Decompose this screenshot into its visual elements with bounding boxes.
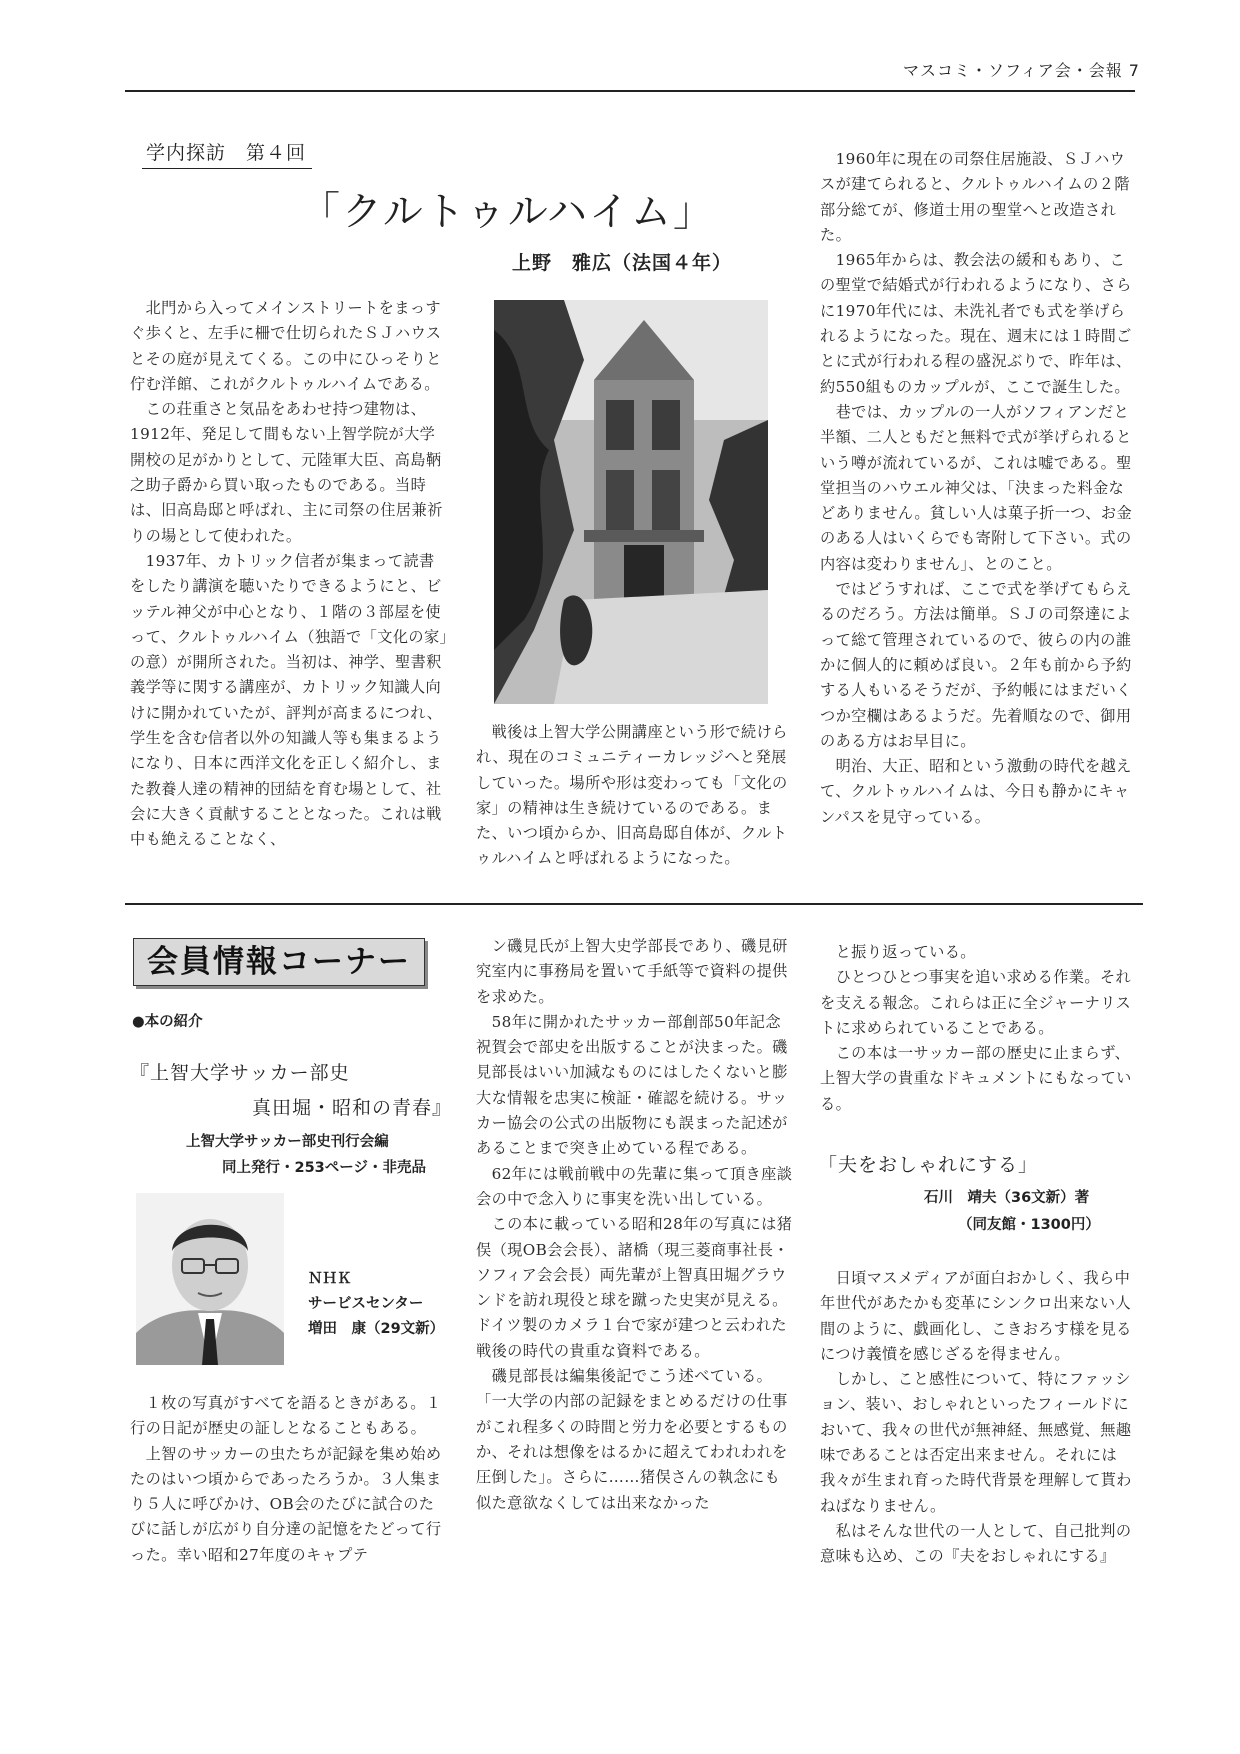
paragraph: 1965年からは、教会法の緩和もあり、この聖堂で結婚式が行われるようになり、さらに1970年代には、未洗礼者でも式を挙げられるようになった。現在、週末には１時間ごとに式が行われる程の盛況ぶりで、昨年は、約550組ものカップルが、ここで誕生した。	[820, 251, 1132, 396]
article-column-3	[820, 147, 1138, 830]
book2-title: 「夫をおしゃれにする」	[818, 1154, 1039, 1176]
caption-name: 増田 康（29文新）	[308, 1321, 445, 1337]
building-photo	[494, 300, 768, 704]
paragraph: しかし、こと感性について、特にファッション、装い、おしゃれといったフィールドにおいて、我々の世代が無神経、無感覚、無趣味であることは否定出来ません。それには我々が生まれ育った時代背景を理解して貰わねばなりません。	[820, 1370, 1132, 1515]
paragraph: 日頃マスメディアが面白おかしく、我ら中年世代があたかも変革にシンクロ出来ない人間のように、戯画化し、こきおろす様を見るにつけ義憤を感じざるを得ません。	[820, 1269, 1132, 1363]
paragraph: この本は一サッカー部の歴史に止まらず、上智大学の貴重なドキュメントにもなっている。	[820, 1044, 1132, 1113]
header-rule	[125, 90, 1135, 92]
book2-author: 石川 靖夫（36文新）著	[924, 1190, 1090, 1206]
book-publisher: 上智大学サッカー部史刊行会編	[186, 1134, 389, 1150]
review-column-1	[130, 1391, 448, 1568]
paragraph: 戦後は上智大学公開講座という形で続けられ、現在のコミュニティーカレッジへと発展していった。場所や形は変わっても「文化の家」の精神は生き続けているのである。また、いつ頃からか、旧高島邸自体が、クルトゥルハイムと呼ばれるようになった。	[476, 723, 788, 868]
paragraph: この荘重さと気品をあわせ持つ建物は、1912年、発足して間もない上智学院が大学開校の足がかりとして、元陸軍大臣、高島鞆之助子爵から買い取ったものである。当時は、旧高島邸と呼ばれ、主に司祭の住居兼祈りの場として使われた。	[130, 400, 443, 545]
paragraph: 上智のサッカーの虫たちが記録を集め始めたのはいつ頃からであったろうか。３人集まり５人に呼びかけ、OB会のたびに試合のたびに話しが広がり自分達の記憶をたどって行った。幸い昭和27年度のキャプテ	[130, 1444, 442, 1564]
book2-review-column	[820, 1266, 1138, 1570]
paragraph: ン磯見氏が上智大史学部長であり、磯見研究室内に事務局を置いて手紙等で資料の提供を求めた。	[476, 937, 788, 1006]
section-banner-title: 会員情報コーナー	[147, 944, 411, 980]
paragraph: 磯見部長は編集後記でこう述べている。「一大学の内部の記録をまとめるだけの仕事がこれ程多くの時間と労力を必要とするものか、それは想像をはるかに超えてわれわれを圧倒した」。さらに……猪俣さんの執念にも似た意欲なくしては出来なかった	[476, 1367, 788, 1512]
paragraph: ではどうすれば、ここで式を挙げてもらえるのだろう。方法は簡単。ＳＪの司祭達によって総て管理されているので、彼らの内の誰かに個人的に頼めば良い。２年も前から予約する人もいるそうだが、予約帳にはまだいくつか空欄はあるようだ。先着順なので、御用のある方はお早目に。	[820, 580, 1132, 750]
paragraph: 明治、大正、昭和という激動の時代を越えて、クルトゥルハイムは、今日も静かにキャンパスを見守っている。	[820, 757, 1132, 826]
book-details: 同上発行・253ページ・非売品	[222, 1160, 426, 1176]
reviewer-portrait	[136, 1193, 284, 1365]
review-column-2	[476, 934, 794, 1516]
reviewer-caption	[308, 1267, 444, 1342]
paragraph: 1960年に現在の司祭住居施設、ＳＪハウスが建てられると、クルトゥルハイムの２階部分総てが、修道士用の聖堂へと改造された。	[820, 150, 1130, 244]
series-tag: 学内探訪 第４回	[142, 138, 312, 169]
paragraph: この本に載っている昭和28年の写真には猪俣（現OB会会長）、諸橋（現三菱商事社長・ソフィア会会長）両先輩が上智真田堀グラウンドを訪れ現役と球を蹴った史実が見える。ドイツ製のカメラ１台で家が建つと云われた戦後の時代の貴重な資料である。	[476, 1215, 793, 1360]
paragraph: １枚の写真がすべてを語るときがある。１行の日記が歴史の証しとなることもある。	[130, 1394, 442, 1438]
paragraph: ひとつひとつ事実を追い求める作業。それを支える報念。これらは正に全ジャーナリストに求められていることである。	[820, 968, 1132, 1037]
paragraph: 62年には戦前戦中の先輩に集って頂き座談会の中で念入りに事実を洗い出している。	[476, 1164, 793, 1208]
article-title: 「クルトゥルハイム」	[300, 189, 715, 235]
book2-publisher: （同友館・1300円）	[958, 1217, 1100, 1233]
paragraph: 北門から入ってメインストリートをまっすぐ歩くと、左手に柵で仕切られたＳＪハウスとその庭が見えてくる。この中にひっそりと佇む洋館、これがクルトゥルハイムである。	[130, 299, 442, 393]
paragraph: 私はそんな世代の一人として、自己批判の意味も込め、この『夫をおしゃれにする』	[820, 1521, 1132, 1566]
paragraph: 1937年、カトリック信者が集まって読書をしたり講演を聴いたりできるようにと、ビッテル神父が中心となり、１階の３部屋を使って、クルトゥルハイム（独語で「文化の家」の意）が開所された。当初は、神学、聖書釈義学等に関する講座が、カトリック知識人向けに開かれていたが、評判が高まるにつれ、学生を含む信者以外の知識人等も集まるようになり、日本に西洋文化を正しく紹介し、また教養人達の精神的団結を育む場として、社会に大きく貢献することとなった。これは戦中も絶えることなく、	[130, 551, 448, 849]
article-column-1	[130, 296, 448, 853]
paragraph: と振り返っている。	[820, 943, 976, 961]
article-column-2	[476, 720, 794, 872]
caption-dept: サービスセンター	[308, 1296, 424, 1312]
book-title-line-2: 真田堀・昭和の青春』	[252, 1097, 453, 1119]
page-header: マスコミ・ソフィア会・会報 7	[903, 61, 1140, 80]
paragraph: 58年に開かれたサッカー部創部50年記念祝賀会で部史を出版することが決まった。磯見部長はいい加減なものにはしたくないと膨大な情報を忠実に検証・確認を続ける。サッカー協会の公式の出版物にも誤まった記述があることまで突き止めている程である。	[476, 1012, 788, 1158]
caption-org: ＮＨＫ	[308, 1271, 352, 1287]
book-title-line-1: 『上智大学サッカー部史	[130, 1062, 350, 1084]
book-intro-label: ●本の紹介	[132, 1014, 203, 1030]
paragraph: 巷では、カップルの一人がソフィアンだと半額、二人ともだと無料で式が挙げられるという噂が流れているが、これは嘘である。聖堂担当のハウエル神父は、「決まった料金などありません。貧しい人は菓子折一つ、お金のある人はいくらでも寄附して下さい。式の内容は変わりません」、とのこと。	[820, 402, 1133, 573]
section-divider	[125, 903, 1143, 905]
section-banner	[133, 938, 425, 986]
review-column-3	[820, 940, 1138, 1117]
article-byline: 上野 雅広（法国４年）	[512, 252, 733, 274]
